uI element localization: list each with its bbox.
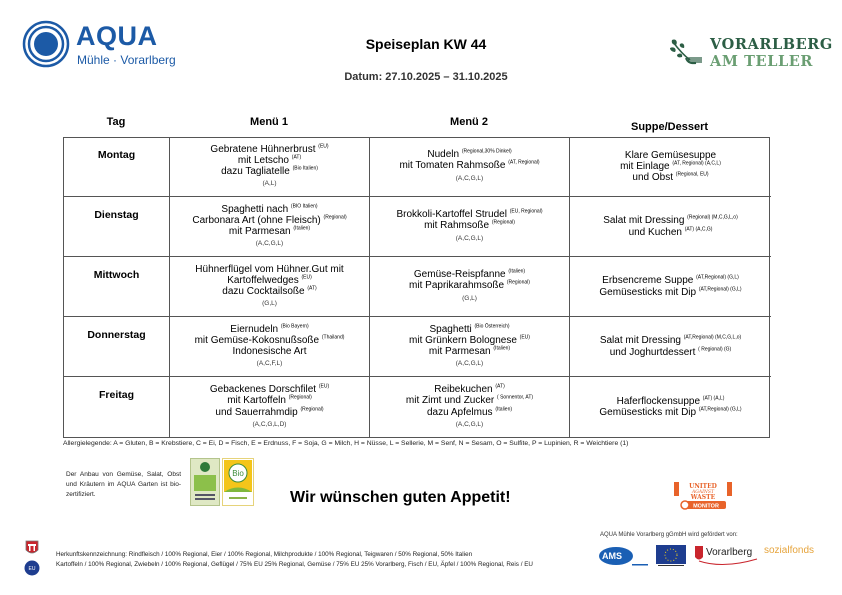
origin-note: (Bio Österreich) xyxy=(474,323,510,330)
origin-note: (Italien) xyxy=(495,406,513,413)
origin-note: (Regional) (M,C,G,L,o) xyxy=(687,214,738,221)
aqua-logo-subtitle: Mühle · Vorarlberg xyxy=(77,53,176,67)
dish-line xyxy=(424,220,515,231)
bio-logo-label: Bio xyxy=(232,469,244,478)
sozialfonds-logo: sozialfonds xyxy=(764,545,815,556)
vorarlberg-logo xyxy=(693,543,759,569)
table-row xyxy=(64,197,771,257)
dish-text: mit Letscho xyxy=(237,154,289,166)
dish-line xyxy=(215,407,323,418)
origin-note: (AT, Regional) xyxy=(508,160,540,167)
dish-text: Gemüse-Reispfanne xyxy=(413,269,506,281)
dish-text: Spaghetti nach xyxy=(221,203,289,215)
table-row xyxy=(64,137,771,197)
day-cell: Freitag xyxy=(64,377,170,437)
allergen-codes: (A,C,G,L) xyxy=(455,420,484,428)
origin-note: (Italien) xyxy=(493,345,511,352)
uaw-badge: MONITOR xyxy=(693,503,719,510)
origin-note: (EU) xyxy=(301,274,312,281)
dish-line xyxy=(227,275,312,286)
dish-text: Erbsencreme Suppe xyxy=(602,275,694,287)
origin-note: (AT,Regional) (G,L) xyxy=(698,406,742,413)
menu1-cell xyxy=(170,137,370,196)
menu1-cell xyxy=(170,377,370,437)
allergen-codes: (A,C,F,L) xyxy=(256,360,283,368)
dish-line xyxy=(195,264,343,275)
menu2-cell xyxy=(370,137,570,196)
dish-text: Gemüsesticks mit Dip xyxy=(599,407,697,418)
dish-text: dazu Tagliatelle xyxy=(221,166,290,177)
table-row xyxy=(64,257,771,317)
dish-text: mit Rahmsoße xyxy=(424,220,490,232)
uaw-line2: AGAINST xyxy=(692,490,714,495)
dish-line xyxy=(229,226,310,237)
dish-line xyxy=(429,346,510,357)
origin-note: (Regional) xyxy=(300,406,324,413)
origin-note: (AT, Regional) (A,C,L) xyxy=(672,160,721,167)
dish-text: mit Parmesan xyxy=(228,226,291,237)
dish-text: mit Paprikarahmsoße xyxy=(409,280,505,292)
origin-note: (Regional, EU) xyxy=(675,171,709,178)
dish-text: Reibekuchen xyxy=(434,384,493,396)
appetit-message: Wir wünschen guten Appetit! xyxy=(290,489,511,506)
allergen-codes: (A,C,G,L) xyxy=(455,360,484,368)
dish-line xyxy=(429,324,509,335)
uaw-line1: UNITED xyxy=(689,483,717,490)
dish-line xyxy=(427,149,511,160)
dish-line xyxy=(632,172,708,183)
bio-austria-logo xyxy=(222,458,254,506)
vorarlberg-label: Vorarlberg xyxy=(706,547,753,558)
dessert-cell xyxy=(570,317,771,376)
dish-text: mit Tomaten Rahmsoße xyxy=(399,160,506,172)
dish-text: Kartoffelwedges xyxy=(227,274,299,286)
vorarlberg-coat-of-arms-icon xyxy=(25,540,39,556)
dish-line xyxy=(620,161,721,172)
dish-line xyxy=(210,144,328,155)
dish-line xyxy=(625,150,716,161)
dish-line xyxy=(195,335,345,346)
column-header-menu2: Menü 2 xyxy=(450,116,488,128)
logo-line-vorarlberg: VORARLBERG xyxy=(710,36,833,53)
dessert-cell xyxy=(570,377,771,437)
dish-line xyxy=(629,227,713,238)
dessert-cell xyxy=(570,197,771,256)
dish-text: Brokkoli-Kartoffel Strudel xyxy=(396,209,507,221)
dessert-cell xyxy=(570,137,771,196)
dish-text: Gebackenes Dorschfilet xyxy=(209,384,317,396)
dish-line xyxy=(409,335,530,346)
allergen-codes: (A,C,G,L) xyxy=(455,234,484,242)
svg-text:EU: EU xyxy=(28,566,36,572)
dish-line xyxy=(599,407,741,418)
allergen-codes: (A,C,G,L) xyxy=(255,240,284,248)
dish-text: dazu Apfelmus xyxy=(426,406,493,418)
dish-line xyxy=(414,269,525,280)
dish-text: Indonesische Art xyxy=(232,346,307,357)
dish-line xyxy=(238,155,301,166)
origin-note: (Regional) xyxy=(491,220,515,227)
allergen-codes: (G,L) xyxy=(262,300,277,308)
origin-labeling xyxy=(56,550,533,570)
origin-line-1: Herkunftskennzeichnung: Rindfleisch / 100% Regional, Eier / 100% Regional, Milchprodukte / 100% Regional, Teigwaren / 50% Regional, 50% Italien xyxy=(56,551,473,558)
dish-text: und Sauerrahmdip xyxy=(215,406,298,418)
dish-line xyxy=(599,287,741,298)
dish-line xyxy=(427,407,512,418)
origin-note: (Italien) xyxy=(508,268,526,275)
ams-logo xyxy=(598,545,650,569)
origin-note: (AT,Regional) (G,L) xyxy=(698,286,742,293)
origin-note: (Bio Italien) xyxy=(292,165,318,172)
origin-note: (Regional,30% Dinkel) xyxy=(461,148,512,155)
dish-text: mit Gemüse-Kokosnußsoße xyxy=(194,334,320,346)
dish-text: mit Zimt und Zucker xyxy=(405,395,495,407)
dish-line xyxy=(221,166,318,177)
dish-line xyxy=(227,395,312,406)
origin-note: (Thailand) xyxy=(321,334,345,341)
dish-line xyxy=(603,215,738,226)
dish-text: mit Kartoffeln xyxy=(227,395,286,407)
allergen-codes: (A,C,G,L,D) xyxy=(252,420,287,428)
dish-line xyxy=(222,286,316,297)
origin-note: (AT,Regional) (M,C,G,L,o) xyxy=(683,334,742,341)
table-row xyxy=(64,317,771,377)
dish-text: und Obst xyxy=(632,172,673,184)
menu1-cell xyxy=(170,257,370,316)
table-row xyxy=(64,377,771,437)
aqua-logo-word: AQUA xyxy=(76,21,158,51)
dish-line xyxy=(399,160,539,171)
day-cell: Mittwoch xyxy=(64,257,170,316)
origin-note: (AT) (A,C,G) xyxy=(684,226,713,233)
dish-text: Haferflockensuppe xyxy=(616,395,701,407)
allergen-legend: Allergielegende: A = Gluten, B = Krebstiere, C = Ei, D = Fisch, E = Erdnuss, F = Soja, G = Milch, H = Nüsse, L = Sellerie, M = Senf, N = Sesam, O = Sulfite, P = Lupinien, R = Weichtiere (1) xyxy=(63,440,629,447)
menu2-cell xyxy=(370,317,570,376)
dish-text: Carbonara Art (ohne Fleisch) xyxy=(192,214,321,226)
origin-note: ( Regional) (G) xyxy=(698,346,732,353)
dish-text: Salat mit Dressing xyxy=(599,335,681,347)
dish-text: Hühnerflügel vom Hühner.Gut mit xyxy=(195,263,344,275)
day-cell: Montag xyxy=(64,137,170,196)
dish-text: mit Parmesan xyxy=(428,346,491,357)
dish-text: Gemüsesticks mit Dip xyxy=(599,286,697,298)
origin-note: (AT) xyxy=(291,154,302,161)
dish-line xyxy=(434,384,505,395)
column-header-suppe-dessert: Suppe/Dessert xyxy=(630,121,709,133)
allergen-codes: (A,C,G,L) xyxy=(455,174,484,182)
origin-note: (EU, Regional) xyxy=(509,208,543,215)
allergen-codes: (G,L) xyxy=(462,294,477,302)
origin-note: (AT) xyxy=(495,383,505,390)
dish-text: Salat mit Dressing xyxy=(603,215,685,227)
dish-line xyxy=(233,346,307,357)
dish-text: Klare Gemüsesuppe xyxy=(624,149,717,161)
bio-certification-text: Der Anbau von Gemüse, Salat, Obst und Kräutern im AQUA Garten ist bio-zertifiziert. xyxy=(66,471,181,498)
logo-line-am-teller: AM TELLER xyxy=(710,53,814,70)
day-cell: Dienstag xyxy=(64,197,170,256)
origin-note: (Regional) xyxy=(288,394,312,401)
column-header-menu1: Menü 1 xyxy=(250,116,288,128)
eu-organic-logo xyxy=(190,458,220,506)
dish-line xyxy=(230,324,308,335)
dessert-cell xyxy=(570,257,771,316)
dish-text: Spaghetti xyxy=(429,323,472,335)
dish-line xyxy=(221,204,317,215)
ams-label: AMS xyxy=(602,551,622,561)
menu-table xyxy=(63,137,770,438)
dish-line xyxy=(406,395,533,406)
origin-line-2: Kartoffeln / 100% Regional, Zwiebeln / 100% Regional, Geflügel / 75% EU 25% Regional, Gemüse / 75% EU 25% Vorarlberg, Fisch / EU, Äpfel / 100% Regional, Reis / EU xyxy=(56,561,533,568)
dish-text: und Kuchen xyxy=(628,226,682,238)
dish-text: Eiernudeln xyxy=(230,323,279,335)
dish-line xyxy=(600,335,741,346)
dish-text: Nudeln xyxy=(427,149,460,161)
origin-note: (AT,Regional) (G,L) xyxy=(696,274,739,281)
dish-text: dazu Cocktailsoße xyxy=(222,286,305,297)
origin-note: (EU) xyxy=(318,383,330,390)
origin-note: (Italien) xyxy=(293,225,311,232)
day-cell: Donnerstag xyxy=(64,317,170,376)
dish-line xyxy=(610,347,731,358)
origin-note: (BIO Italien) xyxy=(290,203,318,210)
uaw-line3: WASTE xyxy=(690,494,716,501)
date-range: Datum: 27.10.2025 – 31.10.2025 xyxy=(344,71,508,83)
origin-note: (Bio Bayern) xyxy=(280,323,309,330)
origin-note: (AT) xyxy=(307,285,317,292)
dish-line xyxy=(210,384,329,395)
dish-text: Gebratene Hühnerbrust xyxy=(210,143,316,155)
dish-line xyxy=(617,396,725,407)
dish-line xyxy=(397,209,543,220)
sponsor-text: AQUA Mühle Vorarlberg gGmbH wird gefördert von: xyxy=(600,532,738,538)
dish-text: mit Grünkern Bolognese xyxy=(409,334,517,346)
dish-line xyxy=(409,280,530,291)
dish-text: und Joghurtdessert xyxy=(609,346,696,358)
menu1-cell xyxy=(170,197,370,256)
eu-flag-logo xyxy=(656,545,686,569)
menu2-cell xyxy=(370,257,570,316)
origin-note: ( Sonnentor, AT) xyxy=(497,394,534,401)
menu2-cell xyxy=(370,197,570,256)
menu1-cell xyxy=(170,317,370,376)
origin-note: (AT) (A,L) xyxy=(702,395,725,402)
eu-origin-icon xyxy=(24,560,40,576)
column-header-tag: Tag xyxy=(106,116,126,128)
dish-line xyxy=(602,275,739,286)
dish-line xyxy=(192,215,346,226)
origin-note: (EU) xyxy=(519,334,530,341)
origin-note: (Regional) xyxy=(323,214,347,221)
page-title: Speiseplan KW 44 xyxy=(365,36,487,52)
dish-text: mit Einlage xyxy=(620,160,670,172)
origin-note: (EU) xyxy=(318,143,329,150)
united-against-waste-logo xyxy=(672,480,734,510)
allergen-codes: (A,L) xyxy=(262,180,277,188)
menu2-cell xyxy=(370,377,570,437)
origin-note: (Regional) xyxy=(506,280,530,287)
